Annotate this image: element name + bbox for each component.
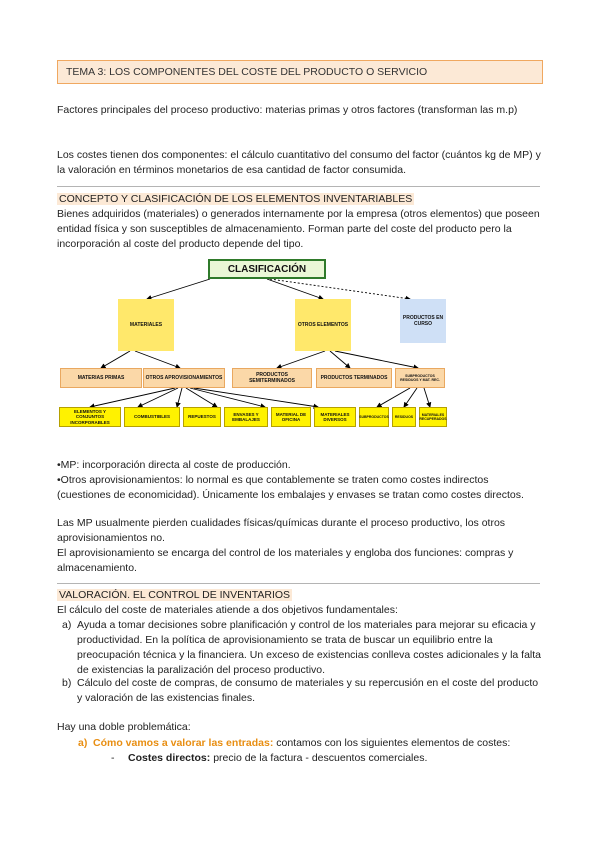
leaf-elementos-incorporables: ELEMENTOS Y CONJUNTOS INCORPORABLES [59, 407, 121, 427]
bullet-otros-aprovisionamientos: •Otros aprovisionamientos: lo normal es que contablemente se traten como costes indirectos (cuestiones de economicidad). Únicamente los embalajes y envases se tratan como costes directos. [57, 474, 524, 501]
section2-heading [57, 588, 545, 603]
node-clasificacion: CLASIFICACIÓN [208, 259, 326, 279]
divider [57, 583, 540, 584]
dash-marker: - [111, 752, 115, 764]
leaf-envases-embalajes: ENVASES Y EMBALAJES [224, 407, 268, 427]
node-otros-elementos: OTROS ELEMENTOS [295, 299, 351, 351]
costes-directos-bold: Costes directos: [128, 752, 211, 764]
node-productos-en-curso: PRODUCTOS EN CURSO [400, 299, 446, 343]
list-item-a [62, 618, 542, 678]
intro-paragraph-2: Los costes tienen dos componentes: el cálculo cuantitativo del consumo del factor (cuántos kg de MP) y la valoración en términos monetarios de esa cantidad de factor consumida. [57, 149, 541, 176]
node-subproductos-residuos: SUBPRODUCTOS RESIDUOS Y MAT. REC. [395, 368, 445, 388]
node-materias-primas: MATERIAS PRIMAS [60, 368, 142, 388]
list-marker: b) [62, 677, 72, 689]
sub-item-marker: a) [78, 737, 88, 749]
list-item-text: Ayuda a tomar decisiones sobre planificación y control de los materiales para mejorar su eficacia y productividad. En la política de aprovisionamiento se trata de buscar un equilibrio entre la preocupación técnica y la financiera. Un exceso de existencias conlleva costes adicionales y la falta de existencias la paralización del proceso productivo. [77, 619, 542, 676]
paragraph-aprovisionamiento: El aprovisionamiento se encarga del control de los materiales y engloba dos funciones: compras y almacenamiento. [57, 547, 514, 574]
leaf-material-oficina: MATERIAL DE OFICINA [271, 407, 311, 427]
section1-heading [57, 192, 545, 207]
sub-item-rest: contamos con los siguientes elementos de costes: [273, 737, 511, 749]
bullet-mp: •MP: incorporación directa al coste de producción. [57, 459, 291, 471]
sub-item-bold: Cómo vamos a valorar las entradas: [93, 737, 274, 749]
section1-paragraph: Bienes adquiridos (materiales) o generados internamente por la empresa (otros elementos) que poseen entidad física y son susceptibles de almacenamiento. Forman parte del coste del producto pero la incorporación al coste del producto depende del tipo. [57, 208, 540, 250]
node-otros-aprovisionamientos: OTROS APROVISIONAMIENTOS [143, 368, 225, 388]
sub-item-a [78, 736, 542, 751]
list-marker: a) [62, 619, 72, 631]
costes-directos-rest: precio de la factura - descuentos comerciales. [210, 752, 428, 764]
list-item-text: Cálculo del coste de compras, de consumo de materiales y su repercusión en el coste del producto y valoración de las existencias finales. [77, 677, 539, 704]
page-title: TEMA 3: LOS COMPONENTES DEL COSTE DEL PRODUCTO O SERVICIO [57, 60, 543, 84]
leaf-subproductos: SUBPRODUCTOS [359, 407, 389, 427]
section2-intro: El cálculo del coste de materiales atiende a dos objetivos fundamentales: [57, 604, 398, 616]
intro-paragraph-1: Factores principales del proceso productivo: materias primas y otros factores (transforman las m.p) [57, 104, 518, 116]
node-productos-terminados: PRODUCTOS TERMINADOS [316, 368, 392, 388]
leaf-repuestos: REPUESTOS [183, 407, 221, 427]
node-productos-semiterminados: PRODUCTOS SEMITERMINADOS [232, 368, 312, 388]
leaf-materiales-recuperados: MATERIALES RECUPERADOS [419, 407, 447, 427]
list-item-b [62, 676, 542, 706]
divider [57, 186, 540, 187]
leaf-combustibles: COMBUSTIBLES [124, 407, 180, 427]
section1-heading-text: CONCEPTO Y CLASIFICACIÓN DE LOS ELEMENTOS INVENTARIABLES [59, 193, 413, 205]
paragraph-mp-pierden: Las MP usualmente pierden cualidades físicas/químicas durante el proceso productivo, los otros aprovisionamientos no. [57, 517, 506, 544]
leaf-residuos: RESIDUOS [392, 407, 416, 427]
dash-item-costes-directos [111, 751, 542, 766]
leaf-materiales-diversos: MATERIALES DIVERSOS [314, 407, 356, 427]
section2-heading-text: VALORACIÓN. EL CONTROL DE INVENTARIOS [59, 589, 291, 601]
node-materiales: MATERIALES [118, 299, 174, 351]
classification-diagram [55, 255, 450, 433]
paragraph-doble-problematica: Hay una doble problemática: [57, 721, 191, 733]
